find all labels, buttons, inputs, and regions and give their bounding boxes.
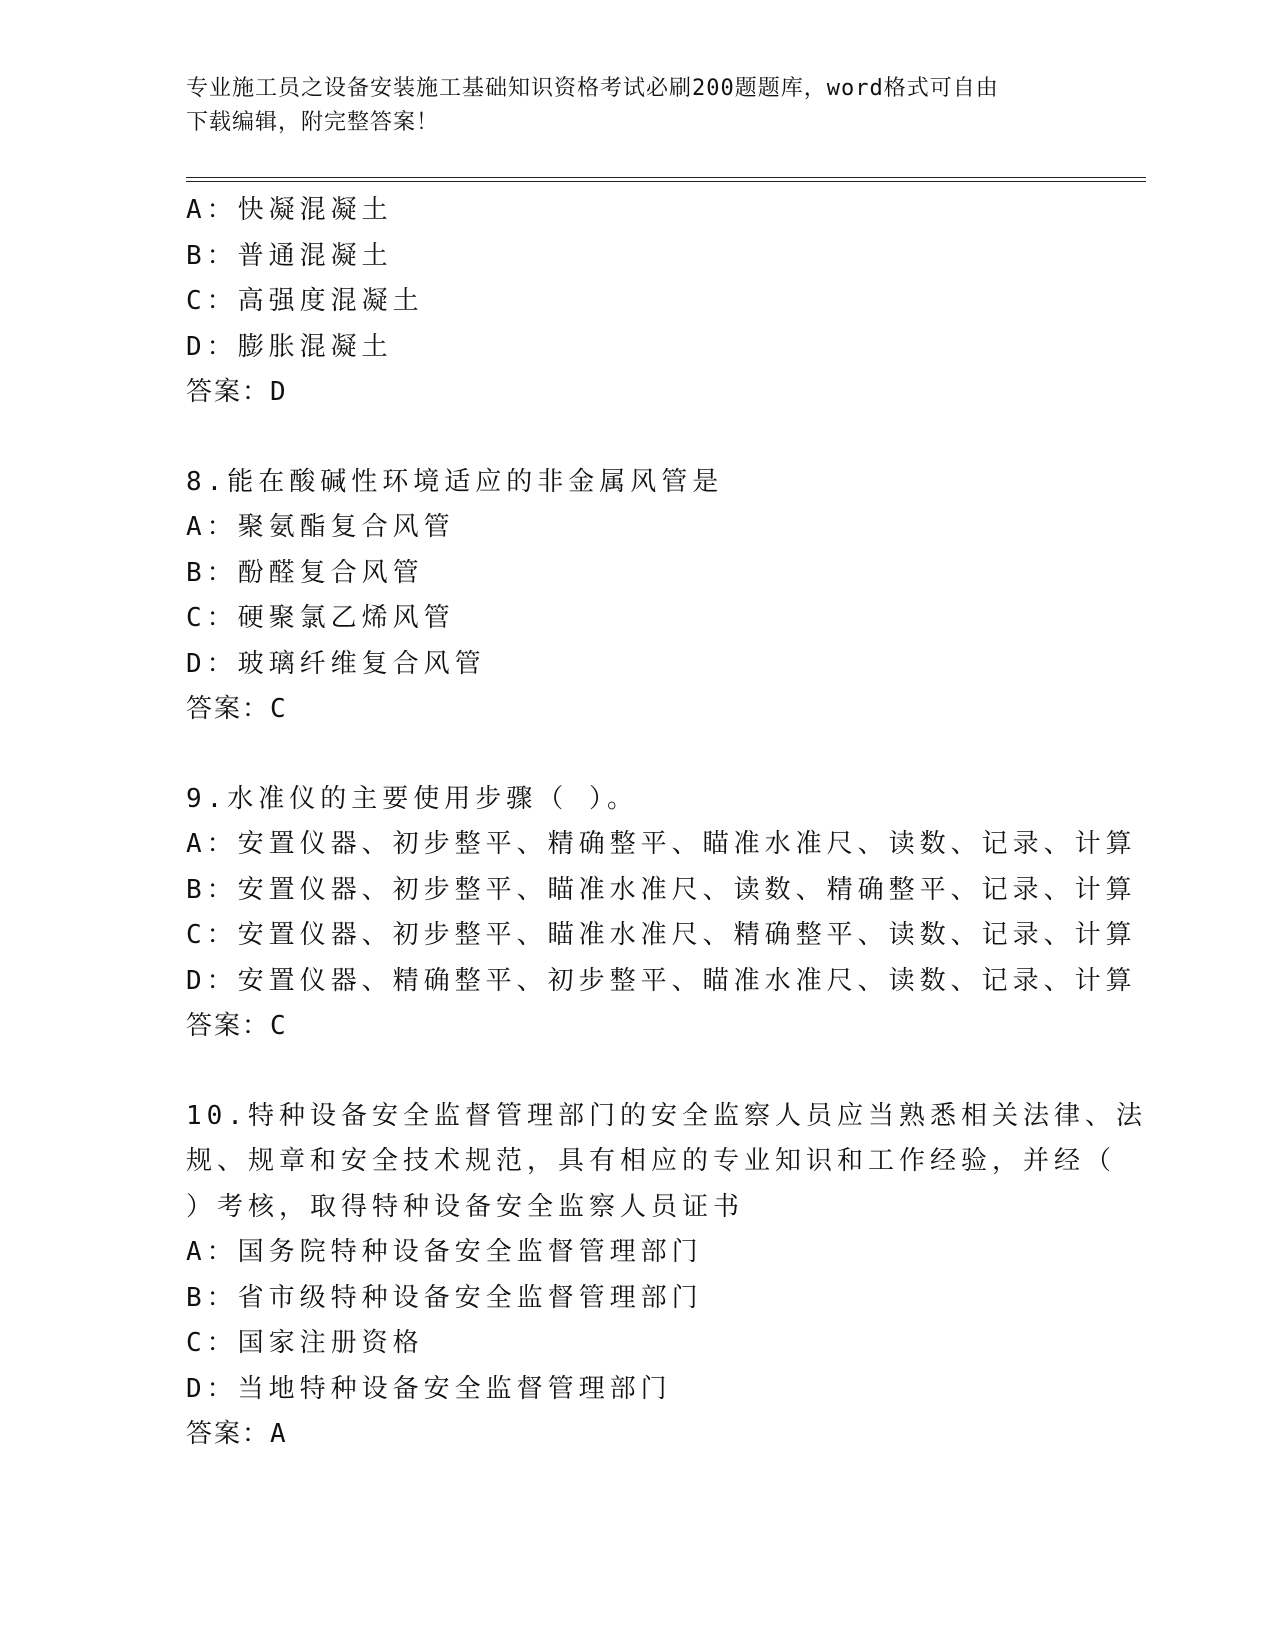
- option-d: D：玻璃纤维复合风管: [186, 648, 486, 679]
- answer: 答案：C: [186, 694, 288, 724]
- answer: 答案：D: [186, 377, 288, 407]
- question-stem: 8.能在酸碱性环境适应的非金属风管是: [186, 466, 724, 497]
- document-header: [186, 72, 1086, 140]
- option-a: A：聚氨酯复合风管: [186, 512, 455, 542]
- question-9: [186, 777, 1137, 1050]
- option-c: C：安置仪器、初步整平、瞄准水准尺、精确整平、读数、记录、计算: [186, 920, 1137, 950]
- header-line-2: 下载编辑，附完整答案！: [186, 110, 440, 135]
- option-c: C：硬聚氯乙烯风管: [186, 603, 455, 633]
- answer: 答案：C: [186, 1011, 288, 1041]
- question-10: [186, 1094, 1147, 1458]
- option-c: C：国家注册资格: [186, 1328, 424, 1358]
- answer: 答案：A: [186, 1419, 288, 1449]
- option-a: A：快凝混凝土: [186, 195, 393, 225]
- question-stem-line-1: 10.特种设备安全监督管理部门的安全监察人员应当熟悉相关法律、法: [186, 1100, 1147, 1131]
- option-b: B：安置仪器、初步整平、瞄准水准尺、读数、精确整平、记录、计算: [186, 874, 1137, 905]
- option-a: A：安置仪器、初步整平、精确整平、瞄准水准尺、读数、记录、计算: [186, 829, 1137, 859]
- question-8: [186, 460, 1086, 733]
- option-c: C：高强度混凝土: [186, 286, 424, 316]
- option-d: D：当地特种设备安全监督管理部门: [186, 1373, 672, 1404]
- option-b: B：省市级特种设备安全监督管理部门: [186, 1282, 703, 1313]
- option-d: D：安置仪器、精确整平、初步整平、瞄准水准尺、读数、记录、计算: [186, 965, 1137, 996]
- question-stem-line-2: 规、规章和安全技术规范，具有相应的专业知识和工作经验，并经（: [186, 1146, 1117, 1176]
- header-line-1: 专业施工员之设备安装施工基础知识资格考试必刷200题题库，word格式可自由: [186, 76, 999, 101]
- question-stem-line-3: ）考核，取得特种设备安全监察人员证书: [186, 1191, 745, 1222]
- question-stem: 9.水准仪的主要使用步骤（ ）。: [186, 783, 638, 814]
- question-list: [186, 188, 1147, 1458]
- option-b: B：酚醛复合风管: [186, 557, 424, 588]
- option-b: B：普通混凝土: [186, 240, 393, 271]
- option-d: D：膨胀混凝土: [186, 331, 393, 362]
- header-rule-top: [186, 177, 1146, 178]
- option-a: A：国务院特种设备安全监督管理部门: [186, 1237, 703, 1267]
- question-7: [186, 188, 1086, 416]
- header-rule-bottom: [186, 181, 1146, 182]
